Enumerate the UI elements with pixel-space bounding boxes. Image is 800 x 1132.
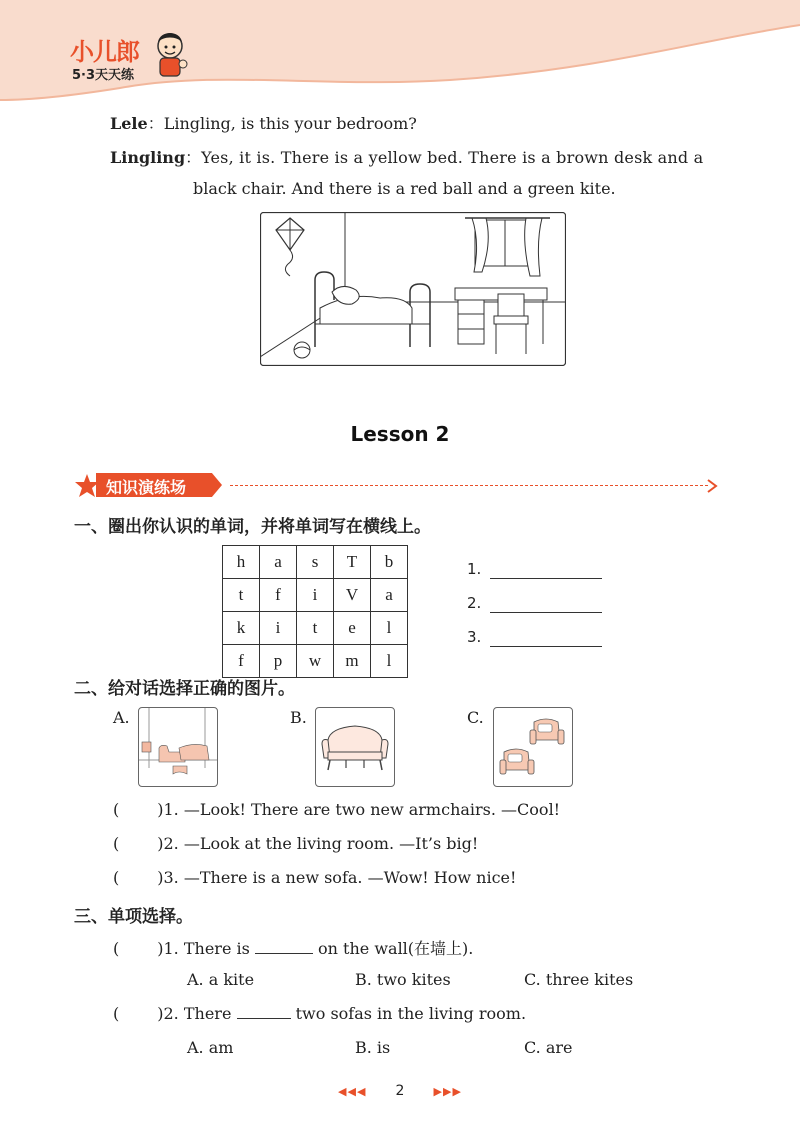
grid-cell[interactable]: f <box>260 579 297 612</box>
grid-cell[interactable]: h <box>223 546 260 579</box>
grid-cell[interactable]: k <box>223 612 260 645</box>
armchairs-icon <box>494 708 572 786</box>
grid-cell[interactable]: l <box>371 612 408 645</box>
grid-cell[interactable]: V <box>334 579 371 612</box>
question-text: two sofas in the living room. <box>295 1004 527 1023</box>
grid-cell[interactable]: s <box>297 546 334 579</box>
banner-dash-line <box>230 485 708 486</box>
next-arrows-icon: ▶▶▶ <box>433 1085 462 1098</box>
option-3-2-c[interactable]: C. are <box>524 1038 573 1057</box>
answer-line-3[interactable] <box>490 646 602 647</box>
option-label-c: C. <box>467 708 484 727</box>
page-footer <box>0 1080 800 1100</box>
option-3-1-b[interactable]: B. two kites <box>355 970 451 989</box>
grid-cell[interactable]: b <box>371 546 408 579</box>
option-3-2-a[interactable]: A. am <box>187 1038 234 1057</box>
answer-line-2[interactable] <box>490 612 602 613</box>
section2-title: 二、给对话选择正确的图片。 <box>74 679 295 699</box>
option-label-a: A. <box>113 708 130 727</box>
brand-name: 小儿郎 <box>70 38 139 66</box>
grid-cell[interactable]: f <box>223 645 260 678</box>
dialogue-line-3 <box>193 179 616 198</box>
sofa-icon <box>316 708 394 786</box>
answer-number-1: 1. <box>467 560 482 578</box>
grid-cell[interactable]: p <box>260 645 297 678</box>
question-text: 2. —Look at the living room. —It’s big! <box>163 834 479 853</box>
grid-cell[interactable]: t <box>297 612 334 645</box>
brand-series: 5·3天天练 <box>72 68 135 83</box>
option-3-1-a[interactable]: A. a kite <box>187 970 255 989</box>
question-3-2: ( )2. There two sofas in the living room. <box>113 1004 527 1023</box>
option-picture-b[interactable] <box>315 707 395 787</box>
speaker-lingling: Lingling <box>110 148 186 167</box>
practice-banner <box>74 472 718 500</box>
grid-cell[interactable]: T <box>334 546 371 579</box>
grid-cell[interactable]: m <box>334 645 371 678</box>
option-label-b: B. <box>290 708 307 727</box>
answer-paren[interactable]: ( <box>113 868 120 887</box>
question-2-2: ( )2. —Look at the living room. —It’s big! <box>113 834 479 853</box>
dialogue-text: Yes, it is. There is a yellow bed. There is a brown desk and a <box>201 148 704 167</box>
option-picture-c[interactable] <box>493 707 573 787</box>
grid-cell[interactable]: w <box>297 645 334 678</box>
question-2-1: ( )1. —Look! There are two new armchairs. —Cool! <box>113 800 561 819</box>
banner-title: 知识演练场 <box>106 478 187 497</box>
answer-paren[interactable]: ( <box>113 1004 120 1023</box>
grid-cell[interactable]: t <box>223 579 260 612</box>
fill-blank[interactable] <box>255 953 313 954</box>
living-room-icon <box>139 708 217 786</box>
dialogue-text: black chair. And there is a red ball and a green kite. <box>193 179 616 198</box>
question-text: 1. There is <box>163 939 250 958</box>
option-3-1-c[interactable]: C. three kites <box>524 970 634 989</box>
answer-line-1[interactable] <box>490 578 602 579</box>
question-3-1: ( )1. There is on the wall(在墙上). <box>113 939 474 958</box>
brand-logo <box>68 30 198 90</box>
mascot-icon <box>150 30 190 82</box>
speaker-lele: Lele <box>110 114 148 133</box>
grid-cell[interactable]: i <box>297 579 334 612</box>
prev-arrows-icon: ◀◀◀ <box>338 1085 367 1098</box>
lesson-title: Lesson 2 <box>350 422 450 446</box>
question-2-3: ( )3. —There is a new sofa. —Wow! How nice! <box>113 868 517 887</box>
option-3-2-b[interactable]: B. is <box>355 1038 391 1057</box>
question-text: 1. —Look! There are two new armchairs. —Cool! <box>163 800 561 819</box>
answer-paren[interactable]: ( <box>113 939 120 958</box>
page-number: 2 <box>395 1083 405 1099</box>
grid-cell[interactable]: e <box>334 612 371 645</box>
answer-paren[interactable]: ( <box>113 800 120 819</box>
section3-title: 三、单项选择。 <box>74 907 193 927</box>
option-picture-a[interactable] <box>138 707 218 787</box>
answer-number-2: 2. <box>467 594 482 612</box>
section1-title: 一、圈出你认识的单词，并将单词写在横线上。 <box>74 517 431 537</box>
grid-cell[interactable]: l <box>371 645 408 678</box>
question-text: on the wall(在墙上). <box>318 939 474 958</box>
banner-arrow-icon <box>706 478 718 494</box>
dialogue-text: Lingling, is this your bedroom? <box>163 114 417 133</box>
bedroom-illustration <box>260 212 566 366</box>
question-text: 2. There <box>163 1004 232 1023</box>
grid-cell[interactable]: a <box>260 546 297 579</box>
question-text: 3. —There is a new sofa. —Wow! How nice! <box>163 868 517 887</box>
dialogue-line-1: Lele：Lingling, is this your bedroom? <box>110 114 417 133</box>
letter-grid <box>222 545 408 678</box>
fill-blank[interactable] <box>237 1018 291 1019</box>
answer-number-3: 3. <box>467 628 482 646</box>
grid-cell[interactable]: a <box>371 579 408 612</box>
answer-paren[interactable]: ( <box>113 834 120 853</box>
grid-cell[interactable]: i <box>260 612 297 645</box>
dialogue-line-2: Lingling：Yes, it is. There is a yellow bed. There is a brown desk and a <box>110 148 704 167</box>
